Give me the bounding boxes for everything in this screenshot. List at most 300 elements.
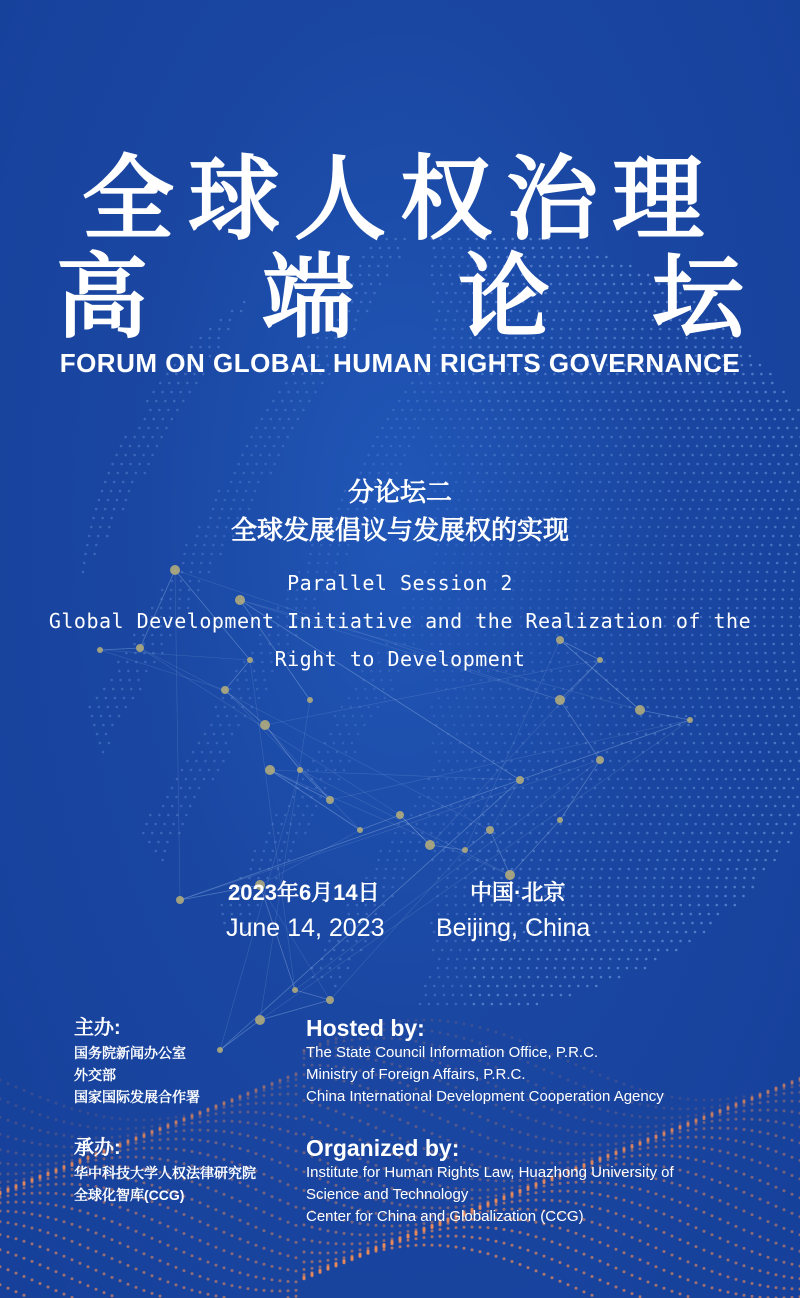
globe-dot [642,553,645,556]
globe-dot [447,697,450,700]
globe-dot [522,805,525,808]
globe-dot [565,436,568,439]
globe-dot [597,445,600,448]
globe-dot [182,400,185,403]
globe-dot [488,850,491,853]
wave-dot [247,1093,250,1096]
globe-dot [673,454,676,457]
globe-dot [781,436,784,439]
globe-dot [460,823,463,826]
network-line [360,815,400,830]
globe-dot [523,769,526,772]
globe-dot [228,751,231,754]
globe-dot [571,796,574,799]
network-node [555,695,565,705]
globe-dot [528,958,531,961]
globe-dot [677,850,680,853]
globe-dot [464,1003,467,1006]
globe-dot [162,418,165,421]
globe-dot [662,778,665,781]
globe-dot [681,382,684,385]
network-node [176,896,184,904]
globe-dot [240,697,243,700]
globe-dot [713,679,716,682]
globe-dot [430,454,433,457]
wave-dot [727,1097,730,1100]
globe-dot [708,733,711,736]
globe-dot [651,445,654,448]
globe-dot [210,751,213,754]
globe-dot [750,553,753,556]
globe-dot [705,724,708,727]
globe-dot [617,967,620,970]
wave-dot [15,1138,18,1141]
globe-dot [635,967,638,970]
globe-dot [661,796,664,799]
wave-dot [63,1120,66,1123]
globe-dot [604,283,607,286]
globe-dot [606,463,609,466]
globe-dot [729,805,732,808]
globe-dot [445,796,448,799]
globe-dot [311,814,314,817]
globe-dot [151,436,154,439]
globe-dot [511,868,514,871]
globe-dot [684,742,687,745]
globe-dot [487,985,490,988]
globe-dot [559,715,562,718]
globe-dot [660,463,663,466]
globe-dot [467,706,470,709]
globe-dot [789,697,792,700]
globe-dot [591,913,594,916]
globe-dot [339,733,342,736]
globe-dot [607,895,610,898]
globe-dot [259,868,262,871]
globe-dot [697,895,700,898]
globe-dot [647,859,650,862]
globe-dot [103,688,106,691]
globe-dot [456,697,459,700]
globe-dot [455,778,458,781]
globe-dot [784,769,787,772]
globe-dot [647,391,650,394]
globe-dot [699,382,702,385]
globe-dot [138,427,141,430]
globe-dot [515,679,518,682]
globe-dot [725,814,728,817]
globe-dot [355,319,358,322]
globe-dot [155,850,158,853]
globe-dot [752,877,755,880]
globe-dot [566,391,569,394]
globe-dot [480,445,483,448]
globe-dot [391,688,394,691]
wave-dot [55,1133,58,1136]
globe-dot [209,328,212,331]
globe-dot [646,922,649,925]
globe-dot [643,319,646,322]
globe-dot [642,445,645,448]
wave-dot [271,1087,274,1090]
globe-dot [537,958,540,961]
globe-dot [758,679,761,682]
globe-dot [599,409,602,412]
globe-dot [498,463,501,466]
globe-dot [268,436,271,439]
globe-dot [456,958,459,961]
globe-dot [517,841,520,844]
globe-dot [599,778,602,781]
wave-dot [663,1117,666,1120]
globe-dot [316,769,319,772]
globe-dot [156,445,159,448]
globe-dot [700,922,703,925]
globe-dot [333,949,336,952]
globe-dot [607,841,610,844]
globe-dot [105,733,108,736]
globe-dot [645,958,648,961]
globe-dot [100,715,103,718]
globe-dot [376,868,379,871]
globe-dot [771,760,774,763]
globe-dot [511,454,514,457]
globe-dot [236,679,239,682]
globe-dot [584,265,587,268]
globe-dot [703,823,706,826]
globe-dot [561,427,564,430]
globe-dot [645,382,648,385]
globe-dot [446,409,449,412]
globe-dot [644,904,647,907]
globe-dot [480,751,483,754]
globe-dot [736,436,739,439]
globe-dot [444,751,447,754]
globe-dot [699,697,702,700]
globe-dot [133,454,136,457]
globe-dot [552,553,555,556]
globe-dot [370,715,373,718]
globe-dot [581,409,584,412]
globe-dot [733,688,736,691]
globe-dot [190,769,193,772]
globe-dot [516,463,519,466]
globe-dot [728,706,731,709]
globe-dot [571,841,574,844]
globe-dot [617,814,620,817]
wave-dot [239,1096,242,1099]
globe-dot [583,454,586,457]
globe-dot [633,724,636,727]
globe-dot [213,760,216,763]
globe-dot [611,859,614,862]
globe-dot [528,733,531,736]
globe-dot [438,310,441,313]
globe-dot [461,994,464,997]
globe-dot [566,265,569,268]
globe-dot [91,715,94,718]
globe-dot [181,769,184,772]
globe-dot [336,724,339,727]
globe-dot [512,706,515,709]
globe-dot [395,859,398,862]
globe-dot [606,553,609,556]
globe-dot [296,391,299,394]
globe-dot [690,697,693,700]
globe-dot [692,706,695,709]
globe-dot [604,769,607,772]
globe-dot [180,787,183,790]
globe-dot [659,400,662,403]
globe-dot [603,742,606,745]
globe-dot [646,868,649,871]
globe-dot [509,967,512,970]
wave-dot [31,1154,34,1157]
globe-dot [700,832,703,835]
globe-dot [783,787,786,790]
globe-dot [579,445,582,448]
globe-dot [578,328,581,331]
globe-dot [175,796,178,799]
globe-dot [483,697,486,700]
globe-dot [702,742,705,745]
wave-dot [23,1089,26,1092]
globe-dot [481,841,484,844]
globe-dot [381,427,384,430]
globe-dot [450,742,453,745]
globe-dot [471,427,474,430]
globe-dot [626,967,629,970]
globe-dot [567,742,570,745]
globe-dot [608,814,611,817]
globe-dot [674,706,677,709]
globe-dot [579,427,582,430]
globe-dot [439,436,442,439]
globe-dot [278,391,281,394]
globe-dot [728,391,731,394]
globe-dot [727,868,730,871]
globe-dot [433,985,436,988]
globe-dot [688,895,691,898]
globe-dot [701,706,704,709]
globe-dot [657,787,660,790]
wave-dot [167,1117,170,1120]
globe-dot [620,706,623,709]
globe-dot [447,382,450,385]
wave-dot [295,1084,298,1087]
globe-dot [715,841,718,844]
globe-dot [486,805,489,808]
globe-dot [580,841,583,844]
globe-dot [660,553,663,556]
globe-dot [475,454,478,457]
globe-dot [606,751,609,754]
globe-dot [662,814,665,817]
wave-dot [647,1116,650,1119]
globe-dot [613,283,616,286]
globe-dot [321,382,324,385]
globe-dot [745,454,748,457]
globe-dot [783,805,786,808]
globe-dot [577,823,580,826]
globe-dot [443,256,446,259]
globe-dot [780,760,783,763]
globe-dot [582,958,585,961]
globe-dot [475,832,478,835]
globe-dot [735,760,738,763]
globe-dot [716,904,719,907]
wave-dot [15,1163,18,1166]
wave-dot [671,1116,674,1119]
globe-dot [724,886,727,889]
globe-dot [743,778,746,781]
wave-dot [47,1131,50,1134]
globe-dot [583,832,586,835]
globe-dot [487,715,490,718]
wave-dot [0,1133,2,1136]
globe-dot [562,319,565,322]
globe-dot [759,463,762,466]
wave-dot [735,1096,738,1099]
wave-dot [455,1124,458,1127]
globe-dot [633,553,636,556]
globe-dot [766,823,769,826]
globe-dot [528,697,531,700]
globe-dot [619,454,622,457]
globe-dot [463,796,466,799]
globe-dot [102,751,105,754]
globe-dot [696,751,699,754]
globe-dot [627,760,630,763]
globe-dot [382,688,385,691]
globe-dot [204,733,207,736]
globe-dot [470,400,473,403]
globe-dot [431,274,434,277]
globe-dot [636,913,639,916]
globe-dot [208,769,211,772]
globe-dot [589,292,592,295]
globe-dot [661,895,664,898]
globe-dot [192,751,195,754]
wave-dot [47,1144,50,1147]
globe-dot [642,427,645,430]
globe-dot [220,319,223,322]
globe-dot [453,427,456,430]
globe-dot [93,553,96,556]
wave-dot [143,1119,146,1122]
globe-dot [730,823,733,826]
globe-dot [639,805,642,808]
globe-dot [637,868,640,871]
globe-dot [457,454,460,457]
globe-dot [778,796,781,799]
globe-dot [707,409,710,412]
network-node [217,1047,223,1053]
wave-dot [263,1086,266,1089]
globe-dot [432,787,435,790]
globe-dot [739,715,742,718]
globe-dot [571,292,574,295]
globe-dot [483,382,486,385]
globe-dot [462,445,465,448]
globe-dot [486,949,489,952]
globe-dot [616,841,619,844]
globe-dot [470,850,473,853]
globe-dot [746,859,749,862]
globe-dot [709,922,712,925]
globe-dot [444,724,447,727]
globe-dot [755,706,758,709]
network-node [307,697,313,703]
wave-dot [503,1125,506,1128]
wave-dot [15,1086,18,1089]
globe-dot [790,436,793,439]
globe-dot [653,904,656,907]
globe-dot [584,391,587,394]
globe-dot [546,697,549,700]
globe-dot [362,256,365,259]
globe-dot [682,436,685,439]
globe-dot [442,715,445,718]
wave-dot [255,1095,258,1098]
globe-dot [643,292,646,295]
globe-dot [574,454,577,457]
globe-dot [557,859,560,862]
globe-dot [520,868,523,871]
globe-dot [574,832,577,835]
globe-dot [585,949,588,952]
globe-dot [749,679,752,682]
globe-dot [591,382,594,385]
globe-dot [653,409,656,412]
globe-dot [746,706,749,709]
globe-dot [614,400,617,403]
globe-dot [616,895,619,898]
globe-dot [243,301,246,304]
globe-dot [774,787,777,790]
globe-dot [613,931,616,934]
globe-dot [292,841,295,844]
globe-dot [432,301,435,304]
globe-dot [617,778,620,781]
globe-dot [432,418,435,421]
wave-dot [271,1093,274,1096]
globe-dot [580,292,583,295]
globe-dot [160,832,163,835]
wave-dot [103,1127,106,1130]
globe-dot [650,679,653,682]
globe-dot [678,445,681,448]
globe-dot [524,994,527,997]
globe-dot [628,922,631,925]
globe-dot [587,679,590,682]
globe-dot [483,976,486,979]
globe-dot [600,310,603,313]
globe-dot [508,841,511,844]
globe-dot [797,778,800,781]
globe-dot [795,445,798,448]
globe-dot [648,742,651,745]
globe-dot [364,688,367,691]
globe-dot [633,463,636,466]
globe-dot [644,877,647,880]
globe-dot [710,391,713,394]
globe-dot [702,805,705,808]
globe-dot [186,760,189,763]
wave-dot [607,1123,610,1126]
globe-dot [451,283,454,286]
globe-dot [560,994,563,997]
